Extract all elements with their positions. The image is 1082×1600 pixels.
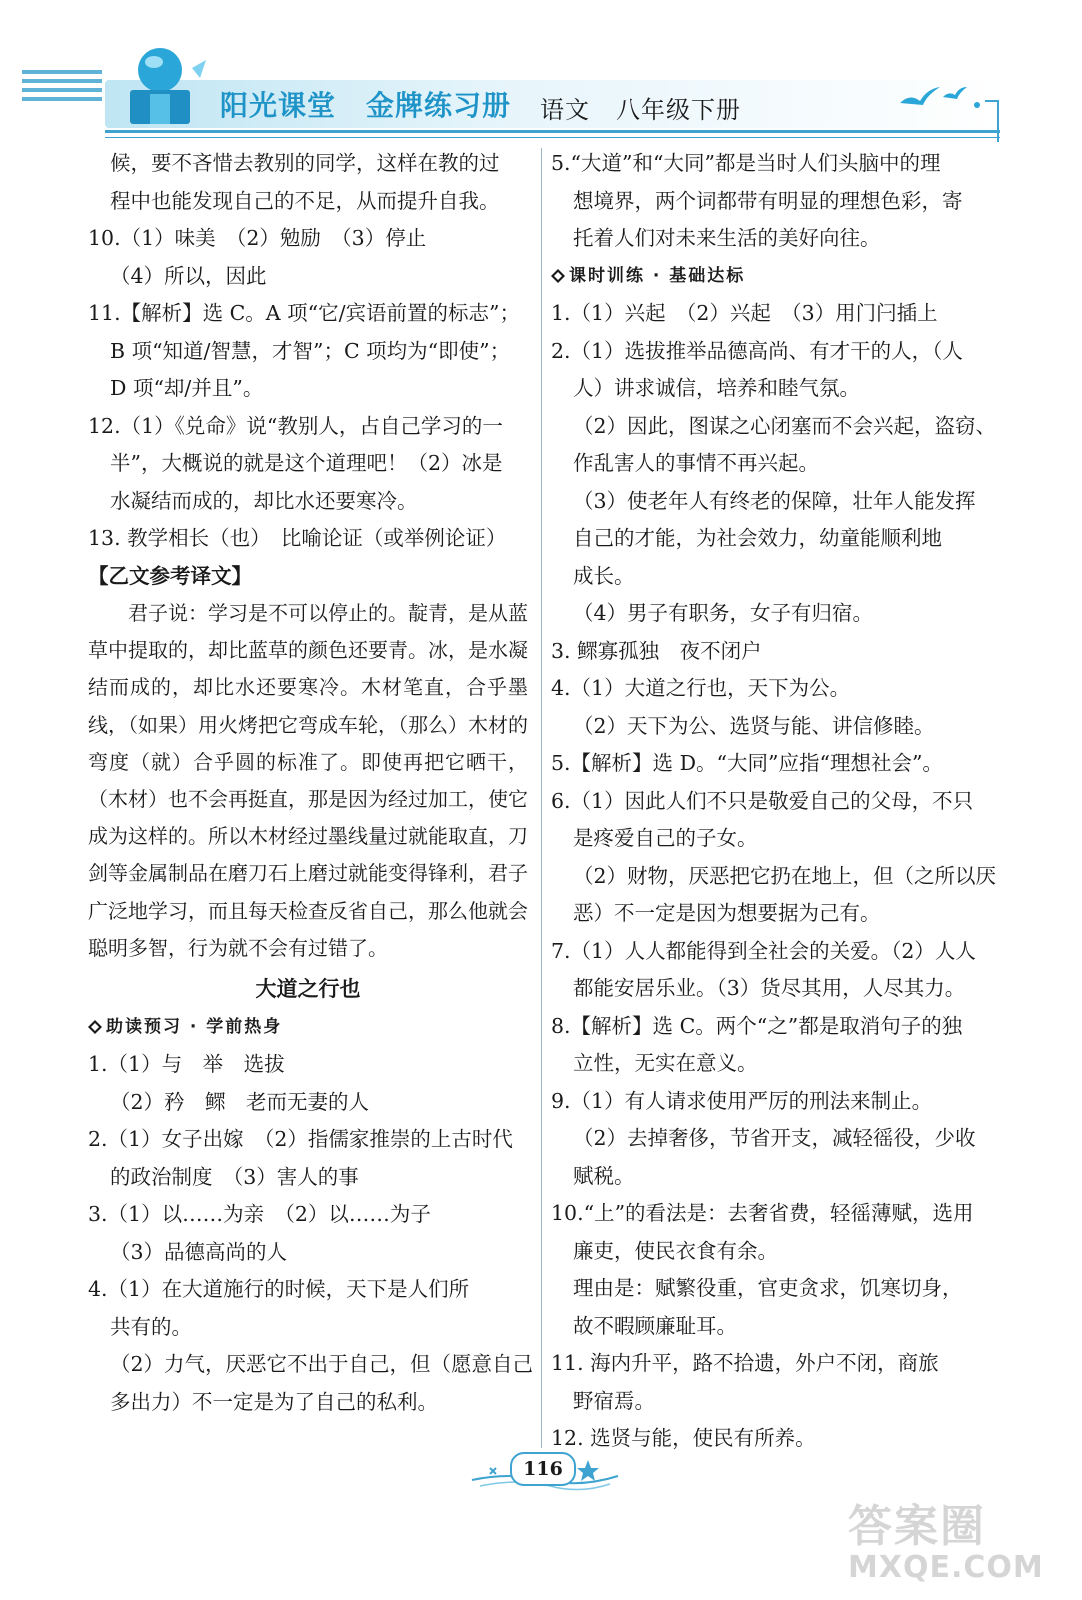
preview-5-cont: 想境界，两个词都带有明显的理想色彩，寄 (573, 188, 963, 213)
practice-8-cont: 立性，无实在意义。 (573, 1051, 758, 1075)
practice-10-cont: 廉吏，使民衣食有余。 (573, 1238, 778, 1263)
subject-grade (540, 90, 767, 125)
practice-2-cont: 自己的才能，为社会效力，幼童能顺利地 (573, 526, 942, 550)
practice-2-cont: 成长。 (573, 563, 635, 588)
translation-heading: 【乙文参考译文】 (88, 563, 252, 588)
column-divider (541, 148, 542, 1448)
preview-1-cont: （2）矜 鳏 老而无妻的人 (110, 1089, 370, 1114)
practice-2-cont: 人）讲求诚信，培养和睦气氛。 (573, 376, 860, 400)
diamond-bullet-icon (88, 1020, 102, 1034)
subject-label: 语文 (540, 96, 590, 124)
preview-4-cont: （2）力气，厌恶它不出于自己，但（愿意自己 (110, 1352, 534, 1377)
preview-3: 3.（1）以……为亲 （2）以……为子 (88, 1202, 431, 1227)
preview-4: 4.（1）在大道施行的时候，天下是人们所 (88, 1277, 470, 1302)
birds-icon (895, 75, 995, 115)
answer-10: 10.（1）味美 （2）勉励 （3）停止 (88, 226, 427, 250)
header-corner (985, 100, 999, 142)
answer-12-cont: 水凝结而成的，却比水还要寒冷。 (110, 488, 418, 513)
practice-6-cont: 是疼爱自己的子女。 (573, 826, 758, 850)
answer-10-cont: （4）所以，因此 (110, 263, 267, 288)
answer-12: 12.（1）《兑命》说“教别人，占自己学习的一 (88, 413, 503, 438)
practice-2-cont: （2）因此，图谋之心闭塞而不会兴起，盗窃、 (573, 413, 997, 438)
watermark-domain: MXQE.COM (848, 1550, 1044, 1585)
practice-6-cont: 恶）不一定是因为想要据为己有。 (573, 901, 881, 925)
practice-2-cont: 作乱害人的事情不再兴起。 (573, 451, 819, 475)
page-header (0, 0, 1082, 150)
preview-2-cont: 的政治制度 （3）害人的事 (110, 1164, 359, 1189)
section-heading-text: 课时训练 · 基础达标 (569, 265, 746, 286)
answer-13: 13. 教学相长（也） 比喻论证（或举例论证） (88, 526, 507, 550)
header-stripes (22, 70, 102, 106)
watermark (848, 1490, 1078, 1596)
practice-11: 11. 海内升平，路不拾遗，外户不闭，商旅 (551, 1351, 939, 1375)
section-heading-text: 助读预习 · 学前热身 (106, 1016, 283, 1037)
answer-11: 11.【解析】选 C。A 项“它/宾语前置的标志”； (88, 301, 520, 325)
practice-12: 12. 选贤与能，使民有所养。 (551, 1426, 816, 1450)
preview-5-cont: 托着人们对未来生活的美好向往。 (573, 226, 881, 250)
practice-8: 8.【解析】选 C。两个“之”都是取消句子的独 (551, 1013, 963, 1038)
practice-10-cont: 故不暇顾廉耻耳。 (573, 1313, 737, 1338)
preview-2: 2.（1）女子出嫁 （2）指儒家推崇的上古时代 (88, 1127, 513, 1152)
watermark-text: 答案圈 (848, 1501, 986, 1552)
practice-2-cont: （3）使老年人有终老的保障，壮年人能发挥 (573, 488, 976, 513)
practice-7: 7.（1）人人都能得到全社会的关爱。（2）人人 (551, 938, 976, 963)
practice-6-cont: （2）财物，厌恶把它扔在地上，但（之所以厌 (573, 863, 997, 888)
practice-9-cont: 赋税。 (573, 1163, 635, 1188)
preview-4-cont: 共有的。 (110, 1314, 192, 1339)
grade-label: 八年级下册 (616, 96, 741, 124)
section-heading-preview (88, 1009, 528, 1047)
practice-10: 10.“上”的看法是：去奢省费，轻徭薄赋，选用 (551, 1201, 974, 1225)
practice-10-cont: 理由是：赋繁役重，官吏贪求，饥寒切身， (573, 1276, 963, 1300)
answer-11-cont: B 项“知道/智慧，才智”；C 项均为“即使”； (110, 338, 511, 363)
translation-paragraph: 君子说：学习是不可以停止的。靛青，是从蓝草中提取的，却比蓝草的颜色还要青。冰，是水凝结而成的，却比水还要寒冷。木材笔直，合乎墨线，（如果）用火烤把它弯成车轮，（那么）木材的弯度（就）合乎圆的标准了。即使再把它晒干，（木材）也不会再挺直，那是因为经过加工，使它成为这样的。所以木材经过墨线量过就能取直，刀剑等金属制品在磨刀石上磨过就能变得锋利，君子广泛地学习，而且每天检查反省自己，那么他就会聪明多智，行为就不会有过错了。 (88, 601, 528, 960)
practice-5: 5.【解析】选 D。“大同”应指“理想社会”。 (551, 751, 943, 775)
practice-2: 2.（1）选拔推举品德高尚、有才干的人，（人 (551, 338, 963, 363)
right-column (551, 145, 1001, 1458)
practice-9: 9.（1）有人请求使用严厉的刑法来制止。 (551, 1088, 933, 1113)
practice-2-cont: （4）男子有职务，女子有归宿。 (573, 601, 874, 625)
preview-4-cont: 多出力）不一定是为了自己的私利。 (110, 1389, 438, 1414)
practice-3: 3. 鳏寡孤独 夜不闭户 (551, 638, 762, 663)
preview-1: 1.（1）与 举 选拔 (88, 1052, 285, 1077)
practice-4: 4.（1）大道之行也，天下为公。 (551, 676, 851, 700)
diamond-bullet-icon (551, 269, 565, 283)
practice-1: 1.（1）兴起 （2）兴起 （3）用门闩插上 (551, 301, 938, 325)
page-number: 116 (510, 1452, 576, 1486)
text-line: 候，要不吝惜去教别的同学，这样在教的过 (110, 151, 500, 175)
globe-logo-icon (120, 38, 210, 128)
lesson-title: 大道之行也 (255, 977, 361, 1002)
series-name-a: 阳光课堂 (220, 89, 337, 122)
practice-4-cont: （2）天下为公、选贤与能、讲信修睦。 (573, 713, 935, 738)
series-name-b: 金牌练习册 (366, 89, 512, 122)
text-line: 程中也能发现自己的不足，从而提升自我。 (110, 188, 500, 213)
preview-5: 5.“大道”和“大同”都是当时人们头脑中的理 (551, 151, 941, 175)
section-heading-practice (551, 258, 1001, 296)
practice-6: 6.（1）因此人们不只是敬爱自己的父母，不只 (551, 788, 974, 813)
series-title (220, 84, 541, 124)
answer-11-cont: D 项“却/并且”。 (110, 376, 264, 400)
practice-9-cont: （2）去掉奢侈，节省开支，减轻徭役，少收 (573, 1126, 976, 1150)
practice-11-cont: 野宿焉。 (573, 1388, 655, 1413)
left-column (88, 145, 534, 1421)
practice-7-cont: 都能安居乐业。（3）货尽其用，人尽其力。 (573, 976, 966, 1000)
answer-12-cont: 半”，大概说的就是这个道理吧！（2）冰是 (110, 451, 503, 475)
header-rule-thin (105, 137, 1000, 138)
header-rule (105, 130, 1000, 133)
preview-3-cont: （3）品德高尚的人 (110, 1239, 288, 1264)
